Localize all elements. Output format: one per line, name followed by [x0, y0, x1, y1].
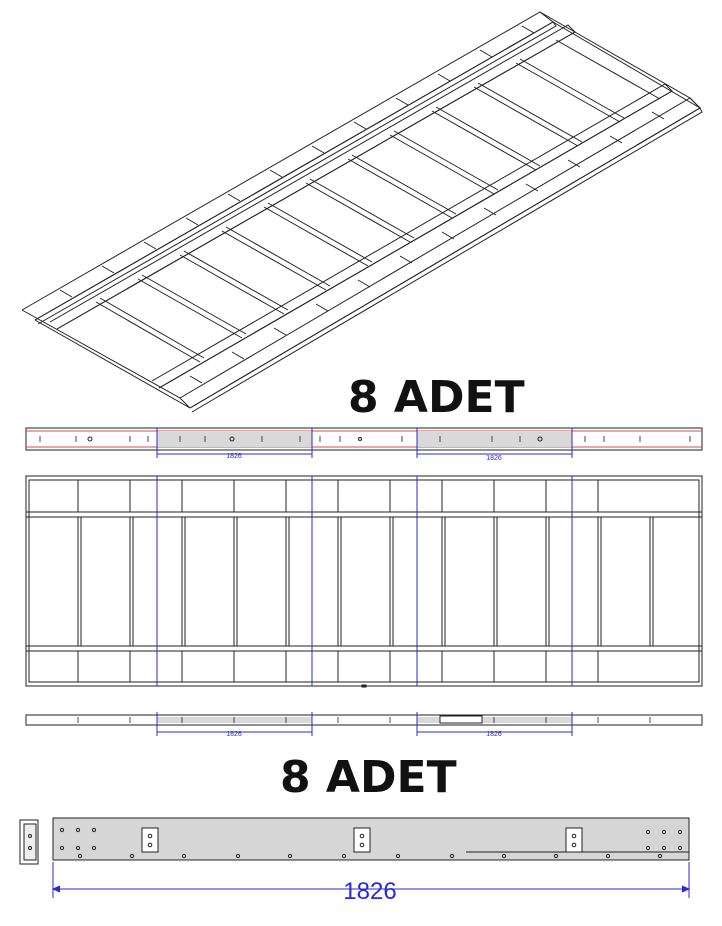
iso-end-front — [22, 310, 190, 408]
plan-top-bay-dividers — [78, 480, 598, 512]
plan-cross-members — [78, 517, 653, 646]
iso-end-back — [540, 12, 700, 108]
plan-section-markers — [157, 476, 572, 686]
iso-edge-ties — [60, 26, 664, 383]
side-elevation-view — [26, 428, 702, 458]
bottom-elevation-view — [26, 712, 702, 736]
iso-inner-rail-2b — [159, 91, 672, 388]
dim-side-right: 1826 — [486, 455, 502, 462]
plan-view — [26, 476, 702, 687]
dim-side-left: 1826 — [226, 453, 242, 460]
iso-rail-right-outer — [180, 98, 700, 408]
iso-rail-right-inner — [190, 108, 702, 412]
iso-rail-left-outer — [22, 12, 553, 320]
dim-part-length: 1826 — [343, 878, 397, 905]
dim-bottom-left: 1826 — [226, 731, 242, 738]
iso-cross-members — [96, 40, 660, 362]
part-end-section — [20, 820, 38, 864]
quantity-label-top: 8 ADET — [348, 372, 525, 423]
plan-bottom-bay-dividers — [78, 651, 598, 682]
iso-rail-left-inner — [35, 22, 556, 324]
isometric-frame-view — [22, 12, 702, 412]
bottom-rail-outline — [26, 715, 702, 725]
iso-inner-rail-1 — [50, 25, 575, 329]
dim-bottom-right: 1826 — [486, 731, 502, 738]
quantity-label-bottom: 8 ADET — [280, 752, 457, 803]
